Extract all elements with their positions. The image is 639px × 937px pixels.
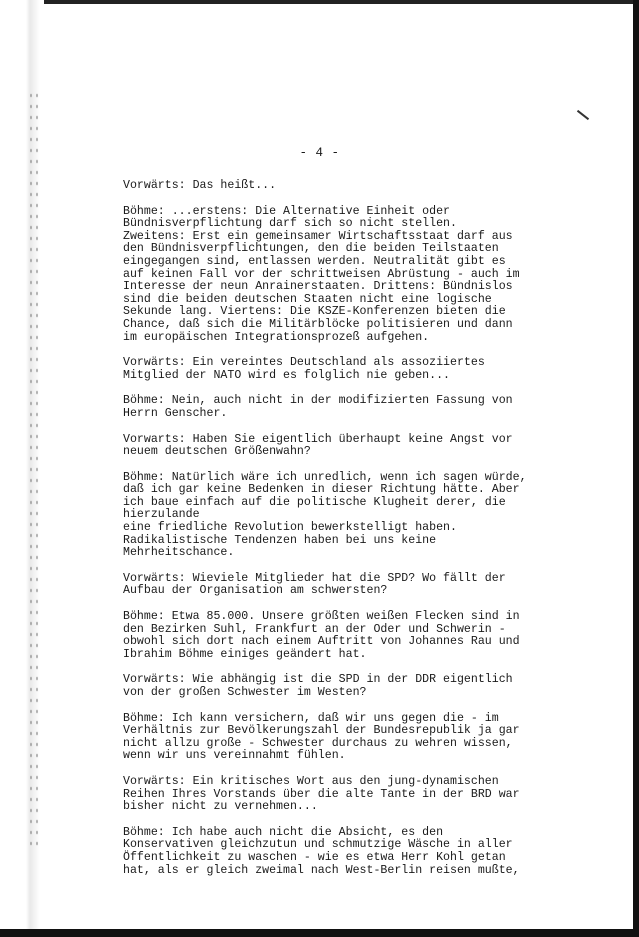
page-number: - 4 - [299, 146, 340, 160]
text-line: Sekunde lang. Viertens: Die KSZE-Konferenzen bieten die [123, 305, 506, 319]
text-line: Ibrahim Böhme einiges geändert hat. [123, 647, 367, 661]
text-line: Böhme: Natürlich wäre ich unredlich, wenn ich sagen würde, [123, 470, 527, 484]
text-line: Mehrheitschance. [123, 546, 235, 560]
scan-noise [28, 90, 38, 850]
pen-mark [577, 110, 589, 120]
paragraph [123, 674, 543, 699]
paragraph [123, 776, 543, 814]
paragraph [123, 357, 543, 382]
text-line: Vorwärts: Das heißt... [123, 179, 277, 192]
text-line: eingegangen sind, entlassen werden. Neutralität gibt es [123, 254, 506, 268]
text-line: im europäischen Integrationsprozeß aufgehen. [123, 330, 430, 344]
text-line: eine friedliche Revolution bewerkstelligt haben. [123, 521, 457, 535]
text-line: Böhme: Etwa 85.000. Unsere größten weißen Flecken sind in [123, 610, 520, 624]
text-line: bisher nicht zu vernehmen... [123, 800, 318, 814]
text-line: Mitglied der NATO wird es folglich nie geben... [123, 368, 450, 382]
text-line: Radikalistische Tendenzen haben bei uns keine [123, 533, 437, 547]
text-line: Öffentlichkeit zu waschen - wie es etwa Herr Kohl getan [123, 850, 506, 864]
text-line: Reihen Ihres Vorstands über die alte Tante in der BRD war [123, 787, 520, 801]
text-line: hat, als er gleich zweimal nach West-Berlin reisen mußte, [123, 863, 520, 877]
text-line: obwohl sich dort nach einem Auftritt von Johannes Rau und [123, 635, 520, 649]
scan-border-top [0, 0, 639, 4]
text-line: Vorwärts: Wie abhängig ist die SPD in der DDR eigentlich [123, 673, 513, 687]
interview-text [123, 180, 543, 890]
text-line: hierzulande [123, 508, 200, 522]
paragraph [123, 180, 543, 193]
text-line: Verhältnis zur Bevölkerungszahl der Bundesrepublik ja gar [123, 724, 520, 738]
text-line: Böhme: ...erstens: Die Alternative Einheit oder [123, 204, 450, 218]
text-line: den Bezirken Suhl, Frankfurt an der Oder und Schwerin - [123, 622, 506, 636]
text-line: Vorwarts: Haben Sie eigentlich überhaupt keine Angst vor [123, 432, 513, 446]
paragraph [123, 611, 543, 661]
text-line: ich baue einfach auf die politische Klugheit derer, die [123, 495, 506, 509]
text-line: Böhme: Ich habe auch nicht die Absicht, es den [123, 825, 444, 839]
text-line: Bündnisverpflichtung darf sich so nicht stellen. [123, 217, 457, 231]
text-line: den Bündnisverpflichtungen, den die beiden Teilstaaten [123, 242, 499, 256]
text-line: Interesse der neun Anrainerstaaten. Drittens: Bündnislos [123, 280, 513, 294]
paragraph [123, 472, 543, 560]
text-line: Herrn Genscher. [123, 406, 228, 420]
text-line: nicht allzu große - Schwester durchaus zu wehren wissen, [123, 736, 513, 750]
text-line: von der großen Schwester im Westen? [123, 686, 367, 699]
text-line: Chance, daß sich die Militärblöcke politisieren und dann [123, 317, 513, 331]
text-line: Aufbau der Organisation am schwersten? [123, 584, 388, 598]
scan-border-bottom [0, 929, 639, 937]
text-line: wenn wir uns vereinnahmt fühlen. [123, 749, 346, 763]
paragraph [123, 395, 543, 420]
text-line: neuem deutschen Größenwahn? [123, 445, 311, 459]
text-line: Vorwärts: Wieviele Mitglieder hat die SPD? Wo fällt der [123, 571, 506, 585]
paragraph [123, 827, 543, 877]
text-line: daß ich gar keine Bedenken in dieser Richtung hätte. Aber [123, 483, 520, 497]
text-line: Konservativen gleichzutun und schmutzige Wäsche in aller [123, 838, 513, 852]
paragraph [123, 573, 543, 598]
text-line: Zweitens: Erst ein gemeinsamer Wirtschaftsstaat darf aus [123, 229, 513, 243]
paragraph [123, 206, 543, 345]
text-line: auf keinen Fall vor der schrittweisen Abrüstung - auch im [123, 267, 520, 281]
paragraph [123, 434, 543, 459]
scan-border-right [633, 0, 639, 937]
text-line: Vorwärts: Ein vereintes Deutschland als assoziiertes [123, 356, 485, 370]
paragraph [123, 713, 543, 763]
text-line: Böhme: Nein, auch nicht in der modifizierten Fassung von [123, 394, 513, 408]
text-line: sind die beiden deutschen Staaten nicht eine logische [123, 292, 492, 306]
text-line: Böhme: Ich kann versichern, daß wir uns gegen die - im [123, 711, 499, 725]
text-line: Vorwärts: Ein kritisches Wort aus den jung-dynamischen [123, 774, 499, 788]
